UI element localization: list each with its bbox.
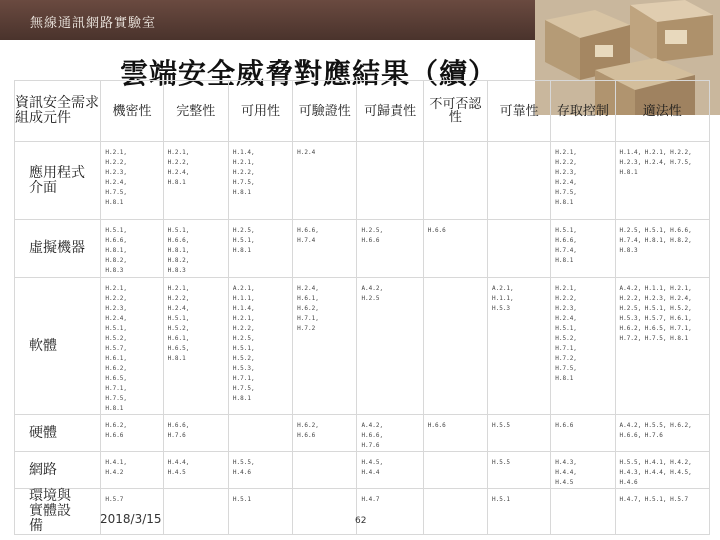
table-cell: H.5.1, H.6.6, H.8.1, H.8.2, H.8.3	[101, 220, 163, 278]
column-header-confidentiality: 機密性	[101, 81, 163, 142]
column-header-non-repudiation: 不可否認性	[423, 81, 487, 142]
table-cell	[423, 452, 487, 489]
column-header-component: 資訊安全需求 組成元件	[15, 81, 101, 142]
table-row	[15, 452, 710, 489]
table-cell: H.2.1, H.2.2, H.2.4, H.5.1, H.5.2, H.6.1, H.6.5, H.8.1	[163, 278, 228, 415]
table-cell	[551, 489, 615, 535]
table-cell	[423, 489, 487, 535]
column-header-accountability: 可歸責性	[357, 81, 423, 142]
table-cell: A.2.1, H.1.1, H.1.4, H.2.1, H.2.2, H.2.5, H.5.1, H.5.2, H.5.3, H.7.1, H.7.5, H.8.1	[228, 278, 292, 415]
table-cell: H.2.1, H.2.2, H.2.3, H.2.4, H.5.1, H.5.2, H.5.7, H.6.1, H.6.2, H.6.5, H.7.1, H.7.5, H.8.1	[101, 278, 163, 415]
table-row	[15, 278, 710, 415]
table-cell: H.6.6, H.7.4	[293, 220, 357, 278]
table-cell	[293, 489, 357, 535]
table-cell: H.4.1, H.4.2	[101, 452, 163, 489]
table-cell: H.5.5, H.4.6	[228, 452, 292, 489]
table-cell: H.5.5, H.4.1, H.4.2, H.4.3, H.4.4, H.4.5, H.4.6	[615, 452, 709, 489]
row-header: 虛擬機器	[15, 220, 101, 278]
table-cell: H.2.5, H.5.1, H.8.1	[228, 220, 292, 278]
column-header-authenticity: 可驗證性	[293, 81, 357, 142]
table-cell: A.2.1, H.1.1, H.5.3	[487, 278, 550, 415]
table-cell	[293, 452, 357, 489]
table-cell: H.2.5, H.6.6	[357, 220, 423, 278]
table-cell: H.2.5, H.5.1, H.6.6, H.7.4, H.8.1, H.8.2, H.8.3	[615, 220, 709, 278]
row-header: 環境與 實體設 備	[15, 489, 101, 535]
table-cell	[423, 142, 487, 220]
table-cell: H.5.1	[228, 489, 292, 535]
table-cell: H.5.5	[487, 415, 550, 452]
table-cell: H.2.1, H.2.2, H.2.4, H.8.1	[163, 142, 228, 220]
table-cell: H.4.3, H.4.4, H.4.5	[551, 452, 615, 489]
column-header-access-control: 存取控制	[551, 81, 615, 142]
table-cell: H.5.1	[487, 489, 550, 535]
table-cell: H.5.1, H.6.6, H.7.4, H.8.1	[551, 220, 615, 278]
table-cell: H.6.6, H.7.6	[163, 415, 228, 452]
table-cell: H.6.2, H.6.6	[293, 415, 357, 452]
table-cell: H.6.6	[423, 415, 487, 452]
table-cell: H.4.7, H.5.1, H.5.7	[615, 489, 709, 535]
table-cell: A.4.2, H.1.1, H.2.1, H.2.2, H.2.3, H.2.4, H.2.5, H.5.1, H.5.2, H.5.3, H.5.7, H.6.1, H.6.2, H.6.5, H.7.1, H.7.2, H.7.5, H.8.1	[615, 278, 709, 415]
table-cell: H.6.2, H.6.6	[101, 415, 163, 452]
table-cell	[487, 220, 550, 278]
table-cell: H.2.4	[293, 142, 357, 220]
table-cell	[228, 415, 292, 452]
row-header: 應用程式 介面	[15, 142, 101, 220]
table-cell	[423, 278, 487, 415]
table-cell: H.4.4, H.4.5	[163, 452, 228, 489]
table-cell: H.1.4, H.2.1, H.2.2, H.2.3, H.2.4, H.7.5, H.8.1	[615, 142, 709, 220]
table-cell: H.5.7	[101, 489, 163, 535]
threat-mapping-table	[14, 80, 710, 535]
table-cell: H.6.6	[423, 220, 487, 278]
table-row	[15, 142, 710, 220]
table-cell	[487, 142, 550, 220]
table-cell: H.6.6	[551, 415, 615, 452]
org-name: 無線通訊網路實驗室	[30, 16, 157, 31]
table-cell: A.4.2, H.5.5, H.6.2, H.6.6, H.7.6	[615, 415, 709, 452]
table-cell: H.5.1, H.6.6, H.8.1, H.8.2, H.8.3	[163, 220, 228, 278]
page-number: 62	[355, 516, 367, 526]
column-header-integrity: 完整性	[163, 81, 228, 142]
column-header-availability: 可用性	[228, 81, 292, 142]
column-header-compliance: 適法性	[615, 81, 709, 142]
table-cell	[163, 489, 228, 535]
table-cell: A.4.2, H.6.6, H.7.6	[357, 415, 423, 452]
footer-date: 2018/3/15	[100, 512, 162, 526]
table-row	[15, 415, 710, 452]
table-cell: H.2.4, H.6.1, H.6.2, H.7.1, H.7.2	[293, 278, 357, 415]
table-cell: H.4.5, H.4.4	[357, 452, 423, 489]
row-header: 軟體	[15, 278, 101, 415]
table-row	[15, 220, 710, 278]
row-header: 網路	[15, 452, 101, 489]
column-header-reliability: 可靠性	[487, 81, 550, 142]
table-cell: H.2.1, H.2.2, H.2.3, H.2.4, H.5.1, H.5.2, H.7.1, H.7.2, H.7.5, H.8.1	[551, 278, 615, 415]
header-row	[15, 81, 710, 142]
table-cell: H.2.1, H.2.2, H.2.3, H.2.4, H.7.5, H.8.1	[551, 142, 615, 220]
table-cell: H.2.1, H.2.2, H.2.3, H.2.4, H.7.5, H.8.1	[101, 142, 163, 220]
row-header: 硬體	[15, 415, 101, 452]
table-cell: A.4.2, H.2.5	[357, 278, 423, 415]
table-cell	[357, 142, 423, 220]
table-cell: H.4.7	[357, 489, 423, 535]
page-title: 雲端安全威脅對應結果（續）	[120, 57, 498, 90]
table-cell: H.5.5	[487, 452, 550, 489]
table-cell: H.1.4, H.2.1, H.2.2, H.7.5, H.8.1	[228, 142, 292, 220]
